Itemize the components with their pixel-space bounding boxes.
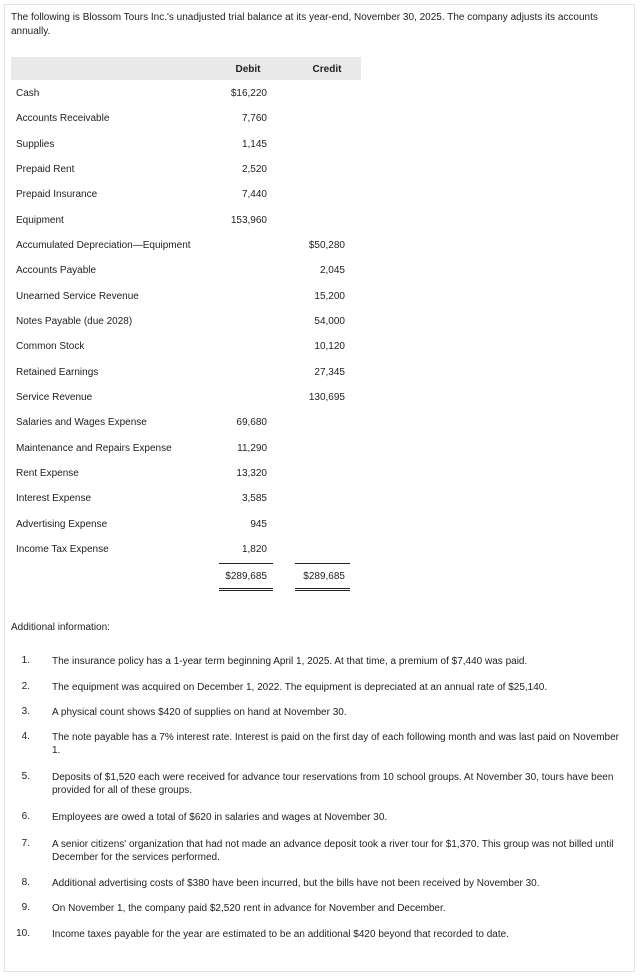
account-name: Salaries and Wages Expense <box>16 417 147 428</box>
note-text: A physical count shows $420 of supplies on hand at November 30. <box>52 707 347 718</box>
debit-amount: $16,220 <box>230 88 267 99</box>
trial-balance-row <box>0 88 640 102</box>
debit-amount: 3,585 <box>241 493 267 504</box>
credit-amount: 15,200 <box>314 291 345 302</box>
note-number: 2. <box>21 681 30 692</box>
debit-column-header: Debit <box>235 64 261 75</box>
credit-total-rule <box>295 563 350 564</box>
account-name: Accounts Payable <box>16 265 97 276</box>
trial-balance-row <box>0 316 640 330</box>
account-name: Common Stock <box>16 341 85 352</box>
credit-double-rule-1 <box>295 588 350 589</box>
account-name: Rent Expense <box>16 468 79 479</box>
trial-balance-row <box>0 392 640 406</box>
note-text: On November 1, the company paid $2,520 rent in advance for November and December. <box>52 903 446 914</box>
note-number: 6. <box>21 811 30 822</box>
trial-balance-row <box>0 189 640 203</box>
note-text: Income taxes payable for the year are estimated to be an additional $420 beyond that recorded to date. <box>52 929 509 940</box>
credit-double-rule-2 <box>295 590 350 591</box>
note-text: Deposits of $1,520 each were received for advance tour reservations from 10 school groups. At November 30, tours have been provided for all of these groups. <box>52 772 614 796</box>
account-name: Notes Payable (due 2028) <box>16 316 133 327</box>
note-number: 10. <box>16 928 30 939</box>
account-name: Advertising Expense <box>16 519 108 530</box>
trial-balance-row <box>0 468 640 482</box>
debit-amount: 945 <box>250 519 267 530</box>
totals-row <box>0 571 640 585</box>
trial-balance-row <box>0 164 640 178</box>
note-number: 7. <box>21 838 30 849</box>
note-number: 4. <box>21 731 30 742</box>
debit-double-rule-1 <box>219 588 273 589</box>
trial-balance-row <box>0 113 640 127</box>
note-text: The note payable has a 7% interest rate. Interest is paid on the first day of each following month and was last paid on November 1. <box>52 732 619 756</box>
trial-balance-row <box>0 265 640 279</box>
credit-column-header: Credit <box>312 64 342 75</box>
debit-double-rule-2 <box>219 590 273 591</box>
credit-amount: 2,045 <box>319 265 345 276</box>
trial-balance-row <box>0 367 640 381</box>
note-number: 8. <box>21 877 30 888</box>
account-name: Supplies <box>16 139 55 150</box>
note-text: A senior citizens' organization that had not made an advance deposit took a river tour for $1,370. This group was not billed until December for the services performed. <box>52 839 614 863</box>
debit-amount: 69,680 <box>236 417 267 428</box>
account-name: Interest Expense <box>16 493 92 504</box>
account-name: Retained Earnings <box>16 367 99 378</box>
debit-total-rule <box>219 563 273 564</box>
note-text: Additional advertising costs of $380 have been incurred, but the bills have not been received by November 30. <box>52 878 540 889</box>
account-name: Prepaid Rent <box>16 164 75 175</box>
account-name: Service Revenue <box>16 392 93 403</box>
debit-amount: 11,290 <box>237 443 267 454</box>
account-name: Maintenance and Repairs Expense <box>16 443 172 454</box>
debit-amount: 7,440 <box>241 189 267 200</box>
account-name: Accumulated Depreciation—Equipment <box>16 240 191 251</box>
additional-info-title: Additional information: <box>11 622 110 633</box>
note-text: Employees are owed a total of $620 in salaries and wages at November 30. <box>52 812 388 823</box>
account-name: Unearned Service Revenue <box>16 291 139 302</box>
account-name: Accounts Receivable <box>16 113 110 124</box>
trial-balance-row <box>0 215 640 229</box>
trial-balance-row <box>0 240 640 254</box>
credit-amount: 54,000 <box>314 316 345 327</box>
debit-amount: 13,320 <box>236 468 267 479</box>
account-name: Prepaid Insurance <box>16 189 98 200</box>
credit-amount: $50,280 <box>308 240 345 251</box>
account-name: Income Tax Expense <box>16 544 109 555</box>
trial-balance-row <box>0 417 640 431</box>
trial-balance-row <box>0 519 640 533</box>
credit-amount: 10,120 <box>314 341 345 352</box>
credit-amount: 130,695 <box>308 392 345 403</box>
trial-balance-row <box>0 493 640 507</box>
total-credit: $289,685 <box>303 571 345 582</box>
note-number: 5. <box>21 771 30 782</box>
trial-balance-row <box>0 291 640 305</box>
note-number: 9. <box>21 902 30 913</box>
note-text: The insurance policy has a 1-year term beginning April 1, 2025. At that time, a premium of $7,440 was paid. <box>52 656 528 667</box>
intro-text: The following is Blossom Tours Inc.'s unadjusted trial balance at its year-end, November 30, 2025. The company adjusts its accounts annually. <box>11 12 598 37</box>
trial-balance-row <box>0 139 640 153</box>
trial-balance-row <box>0 544 640 558</box>
credit-amount: 27,345 <box>314 367 345 378</box>
debit-amount: 7,760 <box>241 113 267 124</box>
account-name: Equipment <box>16 215 64 226</box>
debit-amount: 1,820 <box>241 544 267 555</box>
note-text: The equipment was acquired on December 1, 2022. The equipment is depreciated at an annual rate of $25,140. <box>52 682 548 693</box>
debit-amount: 153,960 <box>230 215 267 226</box>
note-number: 3. <box>21 706 30 717</box>
trial-balance-row <box>0 443 640 457</box>
note-number: 1. <box>21 655 30 666</box>
debit-amount: 2,520 <box>241 164 267 175</box>
account-name: Cash <box>16 88 40 99</box>
debit-amount: 1,145 <box>241 139 267 150</box>
trial-balance-row <box>0 341 640 355</box>
total-debit: $289,685 <box>225 571 267 582</box>
